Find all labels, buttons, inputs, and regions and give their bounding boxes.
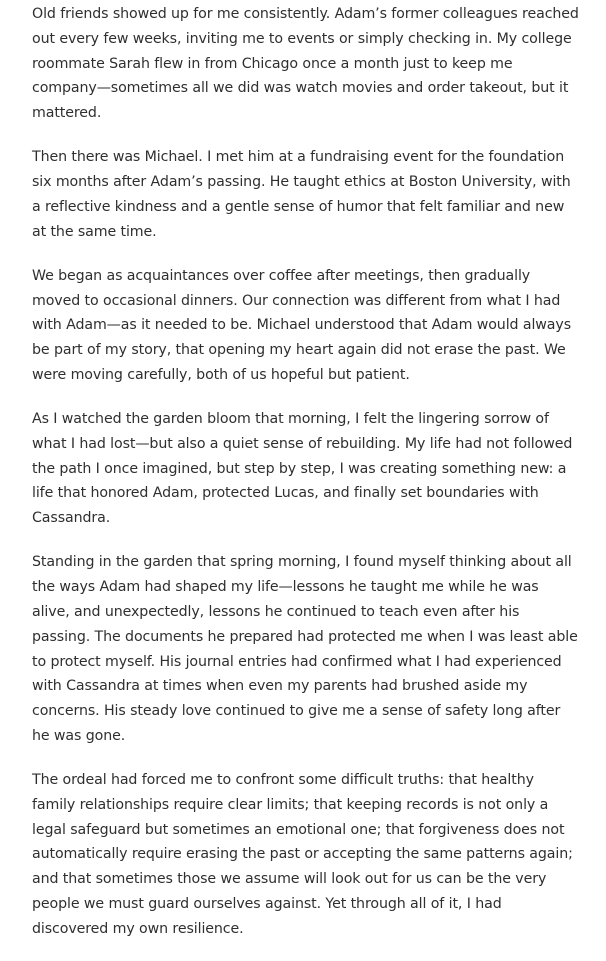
article-body <box>32 2 580 961</box>
paragraph: We began as acquaintances over coffee after meetings, then gradually moved to occasional dinners. Our connection was different from what I had with Adam—as it needed to be. Michael understood that Adam would always be part of my story, that opening my heart again did not erase the past. We were moving carefully, both of us hopeful but patient. <box>32 267 571 383</box>
paragraph: As I watched the garden bloom that morning, I felt the lingering sorrow of what I had lost—but also a quiet sense of rebuilding. My life had not followed the path I once imagined, but step by step, I was creating something new: a life that honored Adam, protected Lucas, and finally set boundaries with Cassandra. <box>32 411 573 527</box>
paragraph: Then there was Michael. I met him at a fundraising event for the foundation six months after Adam’s passing. He taught ethics at Boston University, with a reflective kindness and a gentle sense of humor that felt familiar and new at the same time. <box>32 149 571 240</box>
paragraph: The ordeal had forced me to confront some difficult truths: that healthy family relationships require clear limits; that keeping records is not only a legal safeguard but sometimes an emotional one; that forgiveness does not automatically require erasing the past or accepting the same patterns again; and that sometimes those we assume will look out for us can be the very people we must guard ourselves against. Yet through all of it, I had discovered my own resilience. <box>32 772 573 937</box>
paragraph: Standing in the garden that spring morning, I found myself thinking about all the ways Adam had shaped my life—lessons he taught me while he was alive, and unexpectedly, lessons he continued to teach even after his passing. The documents he prepared had protected me when I was least able to protect myself. His journal entries had confirmed what I had experienced with Cassandra at times when even my parents had brushed aside my concerns. His steady love continued to give me a sense of safety long after he was gone. <box>32 554 578 744</box>
paragraph: Old friends showed up for me consistently. Adam’s former colleagues reached out every few weeks, inviting me to events or simply checking in. My college roommate Sarah flew in from Chicago once a month just to keep me company—sometimes all we did was watch movies and order takeout, but it mattered. <box>32 6 579 122</box>
